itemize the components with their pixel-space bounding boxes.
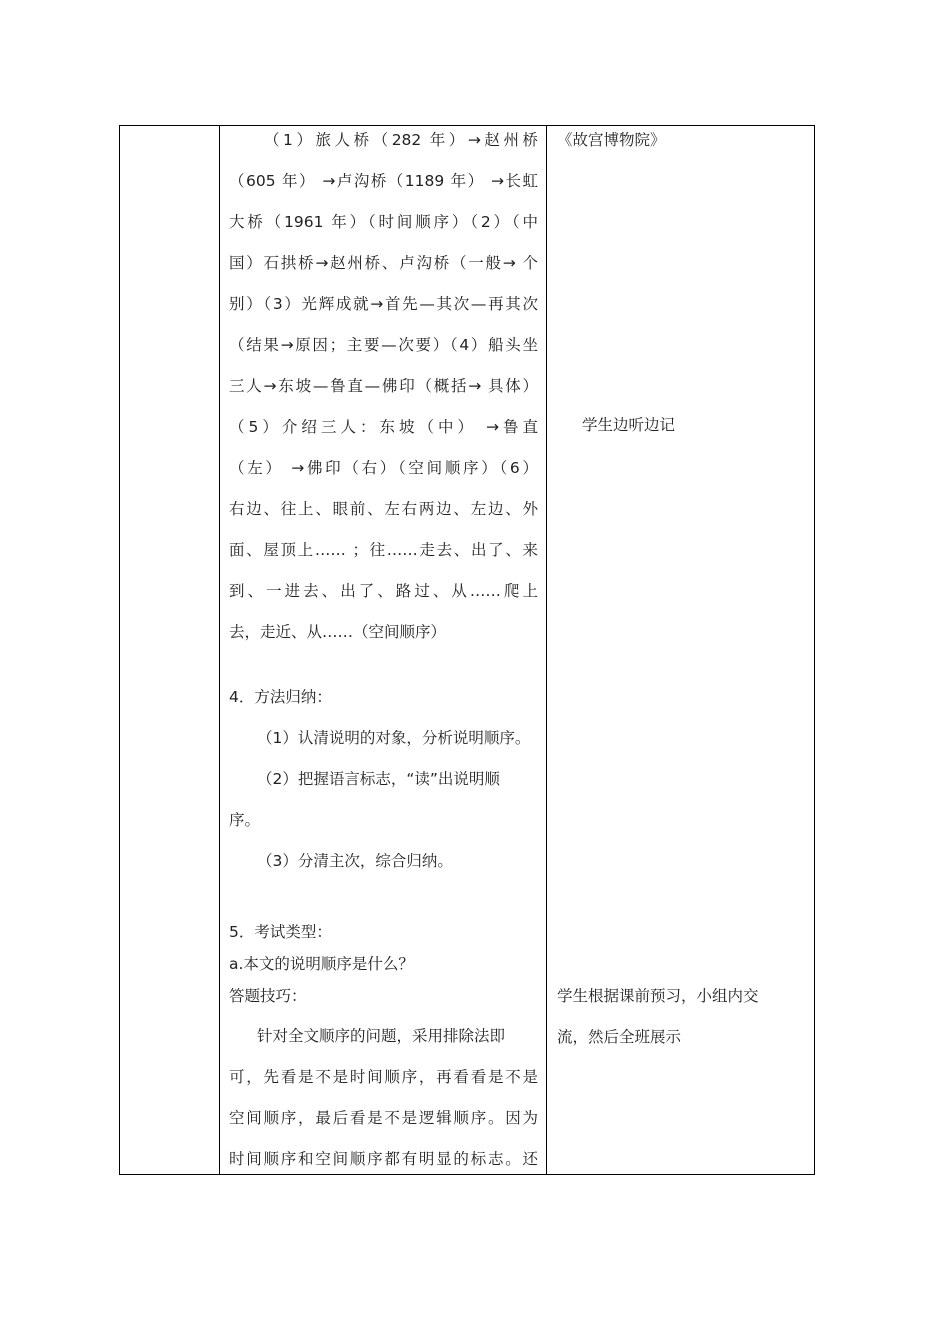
sequence-examples <box>229 127 538 660</box>
method-item: （3）分清主次，综合归纳。 <box>257 852 453 870</box>
student-activity: 学生边听边记 <box>582 416 676 434</box>
exam-question: a.本文的说明顺序是什么？ <box>229 955 414 973</box>
student-activity-line: 学生根据课前预习，小组内交 <box>557 987 759 1005</box>
sequence-line: 去，走近、从……（空间顺序） <box>229 623 447 641</box>
sequence-line: 别）（3）光辉成就→首先—其次—再其次 <box>229 295 538 313</box>
sequence-line: （605 年） →卢沟桥（1189 年） →长虹 <box>229 172 538 190</box>
sequence-line: 大桥（1961 年）（时间顺序）（2）（中 <box>229 213 538 231</box>
method-item: （2）把握语言标志，“读”出说明顺 <box>257 770 500 788</box>
sequence-line: （左） →佛印（右）（空间顺序）（6） <box>229 459 538 477</box>
sequence-line: 到、一进去、出了、路过、从……爬上 <box>229 582 538 600</box>
method-summary <box>229 684 538 889</box>
tips-line: 时间顺序和空间顺序都有明显的标志。还 <box>229 1150 538 1168</box>
method-heading: 4．方法归纳： <box>229 688 332 706</box>
teaching-content-cell <box>229 127 538 1187</box>
column-divider-2 <box>546 125 547 1175</box>
table-top-border <box>119 125 815 126</box>
column-divider-1 <box>219 125 220 1175</box>
sequence-line: 国）石拱桥→赵州桥、卢沟桥（一般→ 个 <box>229 254 538 272</box>
method-item: （1）认清说明的对象，分析说明顺序。 <box>257 729 531 747</box>
table-right-border <box>814 125 815 1175</box>
student-activity-line: 流，然后全班展示 <box>557 1028 682 1046</box>
reference-title: 《故宫博物院》 <box>557 131 666 149</box>
sequence-line: 三人→东坡—鲁直—佛印（概括→ 具体） <box>229 377 538 395</box>
sequence-line: （5）介绍三人：东坡（中） →鲁直 <box>229 418 538 436</box>
exam-heading: 5．考试类型： <box>229 923 332 941</box>
table-left-border <box>119 125 120 1175</box>
sequence-line: （1）旅人桥（282 年）→赵州桥 <box>264 131 538 149</box>
sequence-line: （结果→原因；主要—次要）（4）船头坐 <box>229 336 538 354</box>
sequence-line: 面、屋顶上…… ；往……走去、出了、来 <box>229 541 538 559</box>
tips-line: 空间顺序，最后看是不是逻辑顺序。因为 <box>229 1109 538 1127</box>
sequence-line: 右边、往上、眼前、左右两边、左边、外 <box>229 500 538 518</box>
method-item-continued: 序。 <box>229 811 261 829</box>
exam-types <box>229 919 538 1187</box>
tips-line: 可，先看是不是时间顺序，再看看是不是 <box>229 1068 538 1086</box>
tips-label: 答题技巧： <box>229 987 307 1005</box>
tips-line: 针对全文顺序的问题，采用排除法即 <box>257 1027 506 1045</box>
